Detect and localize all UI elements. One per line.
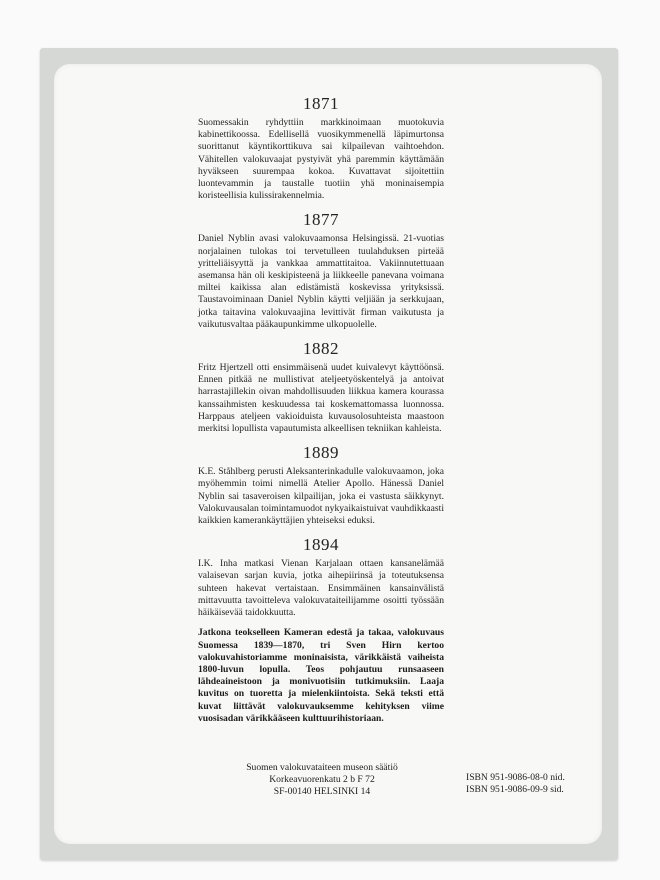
publisher-name: Suomen valokuvataiteen museon säätiö xyxy=(246,762,398,773)
section-1882 xyxy=(198,339,444,435)
year-heading: 1894 xyxy=(303,535,339,555)
isbn-nid: ISBN 951-9086-08-0 nid. xyxy=(466,772,565,783)
section-1877 xyxy=(198,210,444,331)
year-heading: 1889 xyxy=(303,443,339,463)
section-paragraph: Daniel Nyblin avasi valokuvaamonsa Helsingissä. 21-vuotias norjalainen tulokas toi tervetulleen tuulahduksen pirteää yritteliäisyyttä ja vankkaa ammattitaitoa. Vakiinnutettuaan asemansa hän oli keskipisteenä ja liikkeelle panevana voimana miltei kaikissa alan edistämistä koskevissa yrityksissä. Taustavoiminaan Daniel Nyblin käytti veljiään ja serkkujaan, jotka taitavina valokuvaajina levittivät firman vaikutusta ja vaikutusvaltaa pääkaupunkimme ulkopuolelle. xyxy=(198,233,444,330)
book-summary: Jatkona teokselleen Kameran edestä ja takaa, valokuvaus Suomessa 1839—1870, tri Sven Hirn kertoo valokuvahistoriamme moninaisista, värikkäistä vaiheista 1800-luvun lopulla. Teos pohjautuu runsaaseen lähdeaineistoon ja monivuotisiin tutkimuksiin. Laaja kuvitus on tuoretta ja mielenkiintoista. Sekä teksti että kuvat liittävät valokuvauksemme kehityksen viime vuosisadan värikkääseen kulttuurihistoriaan. xyxy=(198,627,444,724)
isbn-sid: ISBN 951-9086-09-9 sid. xyxy=(466,784,564,795)
section-paragraph: K.E. Ståhlberg perusti Aleksanterinkadulle valokuvaamon, joka myöhemmin toimi nimellä Atelier Apollo. Hänessä Daniel Nyblin sai tasaveroisen kilpailijan, joka ei vastusta säikkynyt. Valokuvausalan toimintamuodot nykyaikaistuivat vauhdikkaasti kaikkien kamerankäyttäjien yhteiseksi eduksi. xyxy=(198,466,444,527)
section-paragraph: I.K. Inha matkasi Vienan Karjalaan ottaen kansanelämää valaisevan sarjan kuvia, jotka aihepiirinsä ja toteutuksensa suhteen hakevat vertaistaan. Ensimmäinen kansainvälistä mittavuutta tavoitteleva valokuvataiteilijamme osoitti työssään häikäisevää taidokkuutta. xyxy=(198,558,444,619)
year-heading: 1882 xyxy=(303,339,339,359)
section-1894 xyxy=(198,535,444,619)
publisher-city: SF-00140 HELSINKI 14 xyxy=(273,786,371,797)
timeline-text xyxy=(198,94,444,725)
year-heading: 1871 xyxy=(303,94,339,113)
year-heading: 1877 xyxy=(303,210,339,230)
section-1871 xyxy=(198,94,444,202)
section-1889 xyxy=(198,443,444,527)
section-paragraph: Suomessakin ryhdyttiin markkinoimaan muotokuvia kabinettikoossa. Edellisellä vuosikymmenellä läpimurtonsa suorittanut käyntikorttikuva sai kilpailevan vaihtoehdon. Vähitellen valokuvaajat pystyivät yhä paremmin käyttämään hyväkseen suurempaa kokoa. Kuvattavat sijoitettiin luontevammin ja taustalle tuotiin yhä moninaisempia koristeellisia kulissirakennelmia. xyxy=(198,117,444,202)
isbn-block xyxy=(466,772,616,796)
section-paragraph: Fritz Hjertzell otti ensimmäisenä uudet kuivalevyt käyttöönsä. Ennen pitkää ne mullistivat ateljeetyöskentelyä ja antoivat harrastajillekin oivan mahdollisuuden liikkua kamera kourassa kanssaihmisten keskuudessa tai koskemattomassa luonnossa. Harppaus ateljeen vakioiduista kuvausolosuhteista maastoon merkitsi lopullista vapautumista alkeellisen tekniikan kahleista. xyxy=(198,362,444,435)
publisher-address: Korkeavuorenkatu 2 b F 72 xyxy=(269,774,375,785)
publisher-block xyxy=(236,762,408,798)
